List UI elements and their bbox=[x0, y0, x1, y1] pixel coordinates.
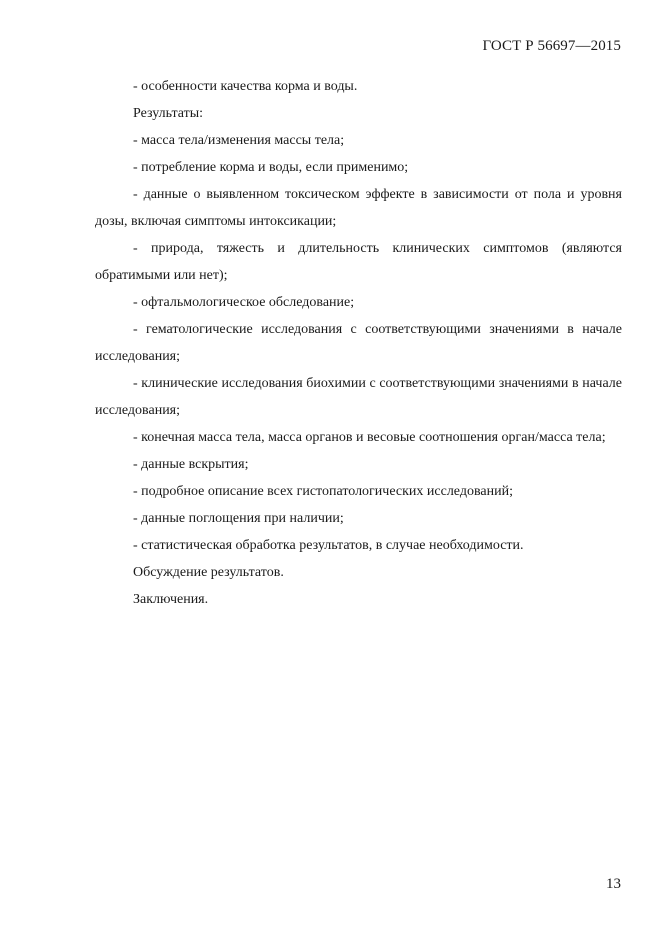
paragraph-conclusions: Заключения. bbox=[133, 592, 209, 607]
paragraph-body-weight: - масса тела/изменения массы тела; bbox=[133, 133, 345, 148]
paragraph-organ-weights: - конечная масса тела, масса органов и весовые соотношения орган/масса тела; bbox=[133, 430, 606, 445]
paragraph-feed-water-consumption: - потребление корма и воды, если применимо; bbox=[133, 160, 409, 175]
paragraph-feed-water-quality: - особенности качества корма и воды. bbox=[133, 79, 358, 94]
paragraph-hematology: - гематологические исследования с соответствующими значениями в начале исследования; bbox=[95, 322, 622, 364]
paragraph-biochemistry: - клинические исследования биохимии с соответствующими значениями в начале исследования; bbox=[95, 376, 622, 418]
paragraph-results-heading: Результаты: bbox=[133, 106, 203, 121]
paragraph-necropsy: - данные вскрытия; bbox=[133, 457, 249, 472]
paragraph-absorption: - данные поглощения при наличии; bbox=[133, 511, 344, 526]
paragraph-histopathology: - подробное описание всех гистопатологических исследований; bbox=[133, 484, 513, 499]
page-number: 13 bbox=[606, 876, 621, 892]
document-body bbox=[95, 73, 622, 613]
paragraph-clinical-symptoms: - природа, тяжесть и длительность клинических симптомов (являются обратимыми или нет); bbox=[95, 241, 622, 283]
paragraph-discussion: Обсуждение результатов. bbox=[133, 565, 284, 580]
paragraph-toxic-effect-data: - данные о выявленном токсическом эффекте в зависимости от пола и уровня дозы, включая симптомы интоксикации; bbox=[95, 187, 622, 229]
paragraph-statistics: - статистическая обработка результатов, в случае необходимости. bbox=[133, 538, 524, 553]
paragraph-ophthalmology: - офтальмологическое обследование; bbox=[133, 295, 355, 310]
document-header: ГОСТ Р 56697—2015 bbox=[482, 38, 621, 54]
